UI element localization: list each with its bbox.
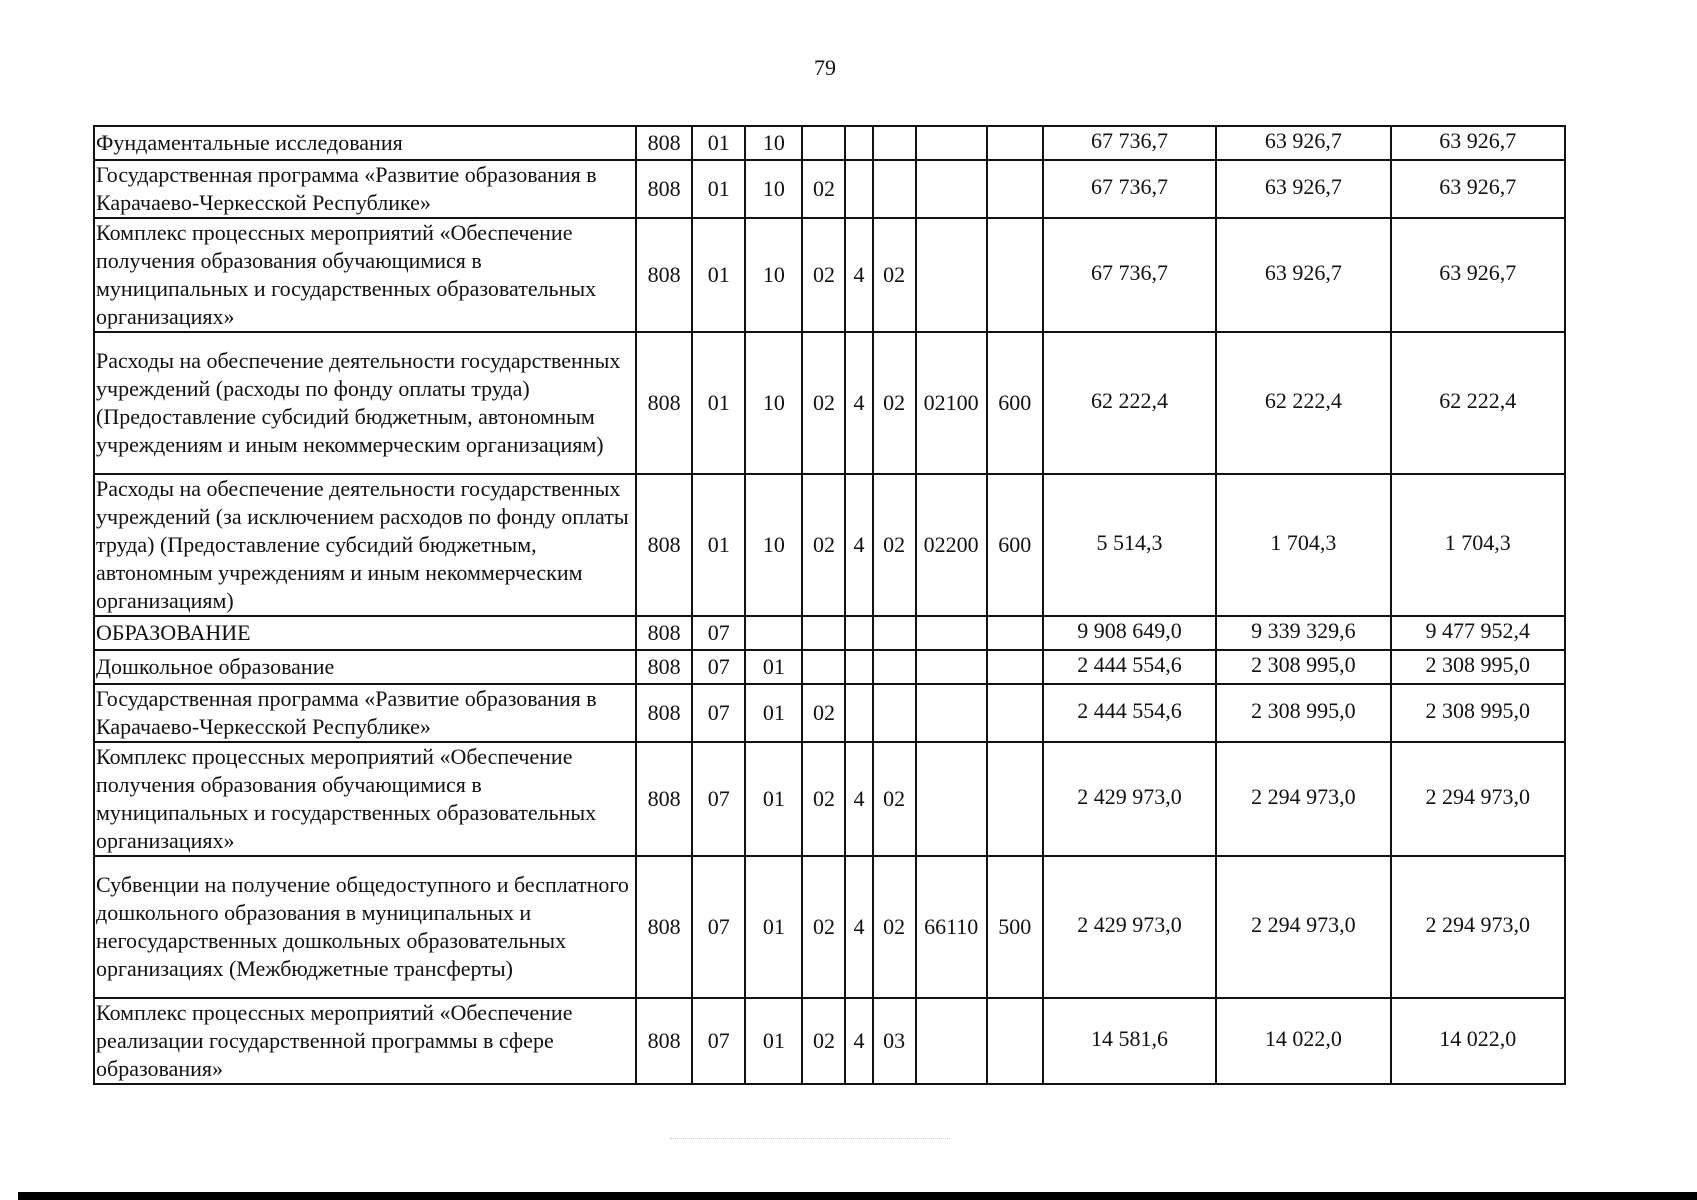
row-name-cell: Государственная программа «Развитие образования в Карачаево-Черкесской Республике» bbox=[94, 684, 636, 742]
subsection-cell: 10 bbox=[745, 332, 802, 474]
amount-year2-cell: 2 294 973,0 bbox=[1216, 742, 1390, 856]
row-name-cell: Комплекс процессных мероприятий «Обеспечение получения образования обучающимися в муниципальных и государственных образовательных организациях» bbox=[94, 742, 636, 856]
table-row bbox=[94, 616, 1565, 650]
program-cell: 02 bbox=[802, 998, 845, 1084]
program-type-cell bbox=[845, 684, 872, 742]
expense-type-cell bbox=[987, 616, 1043, 650]
scan-specks bbox=[670, 1138, 950, 1145]
subsection-cell: 01 bbox=[745, 998, 802, 1084]
program-cell: 02 bbox=[802, 160, 845, 218]
direction-cell bbox=[916, 998, 987, 1084]
program-type-cell: 4 bbox=[845, 856, 872, 998]
program-cell: 02 bbox=[802, 332, 845, 474]
section-cell: 01 bbox=[692, 218, 745, 332]
subsection-cell bbox=[745, 616, 802, 650]
amount-year3-cell: 9 477 952,4 bbox=[1391, 616, 1565, 650]
program-type-cell: 4 bbox=[845, 742, 872, 856]
table-row bbox=[94, 650, 1565, 684]
grbs-cell: 808 bbox=[636, 856, 692, 998]
program-cell: 02 bbox=[802, 742, 845, 856]
subsection-cell: 10 bbox=[745, 160, 802, 218]
direction-cell bbox=[916, 650, 987, 684]
amount-year3-cell: 2 308 995,0 bbox=[1391, 684, 1565, 742]
amount-year2-cell: 63 926,7 bbox=[1216, 160, 1390, 218]
program-cell: 02 bbox=[802, 218, 845, 332]
direction-cell bbox=[916, 616, 987, 650]
program-cell bbox=[802, 650, 845, 684]
program-type-cell: 4 bbox=[845, 218, 872, 332]
grbs-cell: 808 bbox=[636, 332, 692, 474]
table-row bbox=[94, 856, 1565, 998]
amount-year2-cell: 63 926,7 bbox=[1216, 126, 1390, 160]
expense-type-cell bbox=[987, 742, 1043, 856]
row-name-cell: Дошкольное образование bbox=[94, 650, 636, 684]
table-row bbox=[94, 160, 1565, 218]
grbs-cell: 808 bbox=[636, 160, 692, 218]
section-cell: 01 bbox=[692, 332, 745, 474]
row-name-cell: Фундаментальные исследования bbox=[94, 126, 636, 160]
section-cell: 07 bbox=[692, 742, 745, 856]
complex-cell: 02 bbox=[873, 474, 916, 616]
amount-year1-cell: 67 736,7 bbox=[1043, 160, 1216, 218]
table-row bbox=[94, 126, 1565, 160]
direction-cell: 02200 bbox=[916, 474, 987, 616]
expense-type-cell bbox=[987, 126, 1043, 160]
subsection-cell: 01 bbox=[745, 650, 802, 684]
section-cell: 07 bbox=[692, 650, 745, 684]
table-row bbox=[94, 332, 1565, 474]
grbs-cell: 808 bbox=[636, 616, 692, 650]
subsection-cell: 01 bbox=[745, 856, 802, 998]
amount-year1-cell: 2 444 554,6 bbox=[1043, 684, 1216, 742]
amount-year1-cell: 9 908 649,0 bbox=[1043, 616, 1216, 650]
row-name-cell: Государственная программа «Развитие образования в Карачаево-Черкесской Республике» bbox=[94, 160, 636, 218]
grbs-cell: 808 bbox=[636, 474, 692, 616]
amount-year3-cell: 2 308 995,0 bbox=[1391, 650, 1565, 684]
amount-year3-cell: 63 926,7 bbox=[1391, 160, 1565, 218]
row-name-cell: Расходы на обеспечение деятельности государственных учреждений (расходы по фонду оплаты труда) (Предоставление субсидий бюджетным, автономным учреждениям и иным некоммерческим организациям) bbox=[94, 332, 636, 474]
amount-year1-cell: 62 222,4 bbox=[1043, 332, 1216, 474]
amount-year2-cell: 9 339 329,6 bbox=[1216, 616, 1390, 650]
grbs-cell: 808 bbox=[636, 650, 692, 684]
amount-year1-cell: 67 736,7 bbox=[1043, 218, 1216, 332]
scan-bottom-bar bbox=[18, 1192, 1697, 1200]
expense-type-cell bbox=[987, 650, 1043, 684]
expense-type-cell bbox=[987, 998, 1043, 1084]
complex-cell: 02 bbox=[873, 332, 916, 474]
amount-year3-cell: 2 294 973,0 bbox=[1391, 742, 1565, 856]
table-row bbox=[94, 218, 1565, 332]
direction-cell bbox=[916, 742, 987, 856]
amount-year2-cell: 1 704,3 bbox=[1216, 474, 1390, 616]
section-cell: 01 bbox=[692, 160, 745, 218]
amount-year2-cell: 2 308 995,0 bbox=[1216, 684, 1390, 742]
program-type-cell bbox=[845, 650, 872, 684]
grbs-cell: 808 bbox=[636, 684, 692, 742]
program-cell: 02 bbox=[802, 684, 845, 742]
program-cell bbox=[802, 126, 845, 160]
complex-cell bbox=[873, 650, 916, 684]
row-name-cell: ОБРАЗОВАНИЕ bbox=[94, 616, 636, 650]
program-cell: 02 bbox=[802, 856, 845, 998]
subsection-cell: 01 bbox=[745, 742, 802, 856]
complex-cell: 03 bbox=[873, 998, 916, 1084]
section-cell: 07 bbox=[692, 616, 745, 650]
row-name-cell: Субвенции на получение общедоступного и бесплатного дошкольного образования в муниципальных и негосударственных дошкольных образовательных организациях (Межбюджетные трансферты) bbox=[94, 856, 636, 998]
subsection-cell: 10 bbox=[745, 474, 802, 616]
amount-year3-cell: 62 222,4 bbox=[1391, 332, 1565, 474]
subsection-cell: 10 bbox=[745, 218, 802, 332]
table-row bbox=[94, 474, 1565, 616]
amount-year2-cell: 62 222,4 bbox=[1216, 332, 1390, 474]
row-name-cell: Комплекс процессных мероприятий «Обеспечение получения образования обучающимися в муниципальных и государственных образовательных организациях» bbox=[94, 218, 636, 332]
complex-cell bbox=[873, 616, 916, 650]
program-cell: 02 bbox=[802, 474, 845, 616]
table-row bbox=[94, 742, 1565, 856]
program-type-cell bbox=[845, 126, 872, 160]
amount-year2-cell: 2 294 973,0 bbox=[1216, 856, 1390, 998]
page-number: 79 bbox=[814, 55, 836, 80]
grbs-cell: 808 bbox=[636, 218, 692, 332]
complex-cell: 02 bbox=[873, 742, 916, 856]
grbs-cell: 808 bbox=[636, 742, 692, 856]
grbs-cell: 808 bbox=[636, 998, 692, 1084]
amount-year3-cell: 2 294 973,0 bbox=[1391, 856, 1565, 998]
direction-cell: 66110 bbox=[916, 856, 987, 998]
budget-table bbox=[93, 125, 1566, 1085]
direction-cell bbox=[916, 684, 987, 742]
section-cell: 07 bbox=[692, 856, 745, 998]
subsection-cell: 01 bbox=[745, 684, 802, 742]
direction-cell bbox=[916, 126, 987, 160]
subsection-cell: 10 bbox=[745, 126, 802, 160]
table-body bbox=[94, 126, 1565, 1084]
section-cell: 01 bbox=[692, 126, 745, 160]
grbs-cell: 808 bbox=[636, 126, 692, 160]
direction-cell: 02100 bbox=[916, 332, 987, 474]
program-type-cell: 4 bbox=[845, 474, 872, 616]
amount-year2-cell: 2 308 995,0 bbox=[1216, 650, 1390, 684]
amount-year1-cell: 5 514,3 bbox=[1043, 474, 1216, 616]
program-type-cell: 4 bbox=[845, 332, 872, 474]
complex-cell bbox=[873, 126, 916, 160]
amount-year1-cell: 2 444 554,6 bbox=[1043, 650, 1216, 684]
section-cell: 07 bbox=[692, 998, 745, 1084]
complex-cell: 02 bbox=[873, 218, 916, 332]
direction-cell bbox=[916, 160, 987, 218]
direction-cell bbox=[916, 218, 987, 332]
amount-year1-cell: 67 736,7 bbox=[1043, 126, 1216, 160]
expense-type-cell: 600 bbox=[987, 474, 1043, 616]
table-row bbox=[94, 998, 1565, 1084]
row-name-cell: Расходы на обеспечение деятельности государственных учреждений (за исключением расходов по фонду оплаты труда) (Предоставление субсидий бюджетным, автономным учреждениям и иным некоммерческим организациям) bbox=[94, 474, 636, 616]
amount-year2-cell: 63 926,7 bbox=[1216, 218, 1390, 332]
complex-cell bbox=[873, 160, 916, 218]
row-name-cell: Комплекс процессных мероприятий «Обеспечение реализации государственной программы в сфере образования» bbox=[94, 998, 636, 1084]
amount-year3-cell: 14 022,0 bbox=[1391, 998, 1565, 1084]
expense-type-cell bbox=[987, 218, 1043, 332]
table-row bbox=[94, 684, 1565, 742]
section-cell: 07 bbox=[692, 684, 745, 742]
amount-year1-cell: 2 429 973,0 bbox=[1043, 856, 1216, 998]
section-cell: 01 bbox=[692, 474, 745, 616]
program-cell bbox=[802, 616, 845, 650]
amount-year3-cell: 1 704,3 bbox=[1391, 474, 1565, 616]
program-type-cell bbox=[845, 616, 872, 650]
complex-cell: 02 bbox=[873, 856, 916, 998]
complex-cell bbox=[873, 684, 916, 742]
amount-year1-cell: 14 581,6 bbox=[1043, 998, 1216, 1084]
expense-type-cell bbox=[987, 684, 1043, 742]
program-type-cell bbox=[845, 160, 872, 218]
expense-type-cell: 500 bbox=[987, 856, 1043, 998]
program-type-cell: 4 bbox=[845, 998, 872, 1084]
amount-year3-cell: 63 926,7 bbox=[1391, 218, 1565, 332]
amount-year3-cell: 63 926,7 bbox=[1391, 126, 1565, 160]
amount-year2-cell: 14 022,0 bbox=[1216, 998, 1390, 1084]
amount-year1-cell: 2 429 973,0 bbox=[1043, 742, 1216, 856]
expense-type-cell: 600 bbox=[987, 332, 1043, 474]
expense-type-cell bbox=[987, 160, 1043, 218]
